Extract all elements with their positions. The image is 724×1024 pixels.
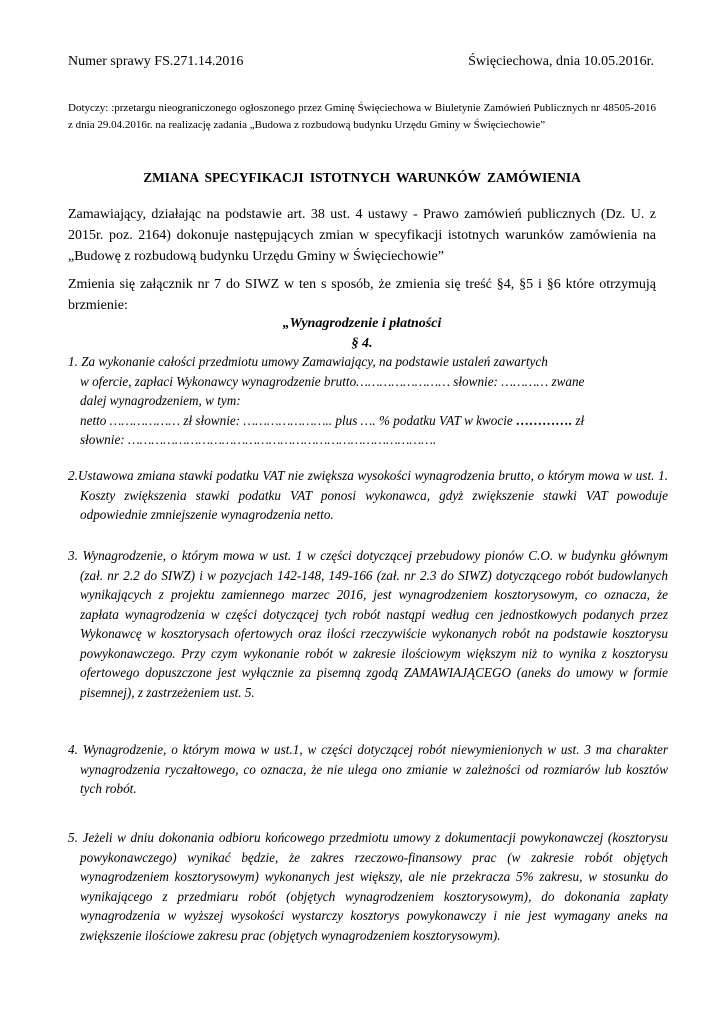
item-1-line-4 bbox=[68, 411, 656, 431]
item-1-line-3: dalej wynagrodzeniem, w tym: bbox=[80, 393, 241, 408]
item-1-line-2: w ofercie, zapłaci Wykonawcy wynagrodzenie brutto…………………… słownie: ………… zwane bbox=[80, 373, 585, 389]
item-1 bbox=[68, 352, 656, 450]
section-title: „Wynagrodzenie i płatności bbox=[282, 316, 442, 331]
change-paragraph: Zmienia się załącznik nr 7 do SIWZ w ten s sposób, że zmienia się treść §4, §5 i §6 które otrzymują brzmienie: bbox=[68, 277, 656, 313]
item-1-line-5: słownie: ……………………………………………………………………. bbox=[80, 432, 437, 447]
item-3: 3. Wynagrodzenie, o którym mowa w ust. 1 w części dotyczącej przebudowy pionów C.O. w budynku głównym (zał. nr 2.2 do SIWZ) i w pozycjach 142-148, 149-166 (zał. nr 2.3 do SIWZ) dotyczącego robót budowlanych wynikających z projektu zamiennego marzec 2016, jest wynagrodzeniem kosztorysowym, co oznacza, że zapłata wynagrodzenia w części dotyczącej tych robót nastąpi według cen jednostkowych podanych przez Wykonawcę w kosztorysach ofertowych oraz ilości rzeczywiście wykonanych robót na podstawie kosztorysu powykonawczego. Przy czym wykonanie robót w zakresie ilościowym większym niż to wynika z kosztorysu ofertowego dopuszczone jest wyłącznie za pisemną zgodą ZAMAWIAJĄCEGO (aneks do umowy w formie pisemnej), z zastrzeżeniem ust. 5. bbox=[68, 548, 668, 700]
document-title: ZMIANA SPECYFIKACJI ISTOTNYCH WARUNKÓW ZAMÓWIENIA bbox=[143, 170, 581, 185]
document-header bbox=[68, 54, 654, 70]
regarding-note: Dotyczy: :przetargu nieograniczonego ogłoszonego przez Gminę Święciechowa w Biuletynie Zamówień Publicznych nr 48505-2016 z dnia 29.04.2016r. na realizację zadania „Budowa z rozbudową budynku Urzędu Gminy w Święciechowie” bbox=[68, 102, 656, 131]
item-1-amount-dots: …………. bbox=[516, 412, 573, 428]
item-5: 5. Jeżeli w dniu dokonania odbioru końcowego przedmiotu umowy z dokumentacji powykonawczej (kosztorysu powykonawczego) wynikać będzie, że zakres rzeczowo-finansowy prac (w zakresie robót objętych wynagrodzeniem kosztorysowym) wykonanych jest większy, ale nie przekracza 5% zakresu, w stosunku do wynikającego z przedmiaru robót (objętych wynagrodzeniem kosztorysowym), do dokonania zapłaty wynagrodzenia w wyższej wysokości wystarczy kosztorys powykonawczy i nie jest wymagany aneks na zwiększenie ilościowe zakresu prac (objętych wynagrodzeniem kosztorysowym). bbox=[68, 830, 668, 943]
section-number: § 4. bbox=[351, 336, 373, 351]
case-number: Numer sprawy FS.271.14.2016 bbox=[68, 54, 244, 69]
item-1-line-4-c: zł bbox=[572, 412, 585, 428]
place-date: Święciechowa, dnia 10.05.2016r. bbox=[468, 54, 654, 69]
item-1-line-1: 1. Za wykonanie całości przedmiotu umowy Zamawiający, na podstawie ustaleń zawartych bbox=[68, 354, 548, 369]
intro-paragraph: Zamawiający, działając na podstawie art. 38 ust. 4 ustawy - Prawo zamówień publicznych (Dz. U. z 2015r. poz. 2164) dokonuje następujących zmian w specyfikacji istotnych warunków zamówienia na „Budowę z rozbudową budynku Urzędu Gminy w Święciechowie” bbox=[68, 207, 656, 264]
item-1-line-4-a: netto ……………… zł słownie: ………………….. plus …. % podatku VAT w kwocie bbox=[80, 412, 517, 428]
item-2: 2.Ustawowa zmiana stawki podatku VAT nie zwiększa wysokości wynagrodzenia brutto, o którym mowa w ust. 1. Koszty zwiększenia stawki podatku VAT ponosi wykonawca, gdyż zwiększenie stawki VAT powoduje odpowiednie zmniejszenie wynagrodzenia netto. bbox=[68, 468, 668, 522]
item-4: 4. Wynagrodzenie, o którym mowa w ust.1, w części dotyczącej robót niewymienionych w ust. 3 ma charakter wynagrodzenia ryczałtowego, co oznacza, że nie ulega ono zmianie w zależności od rozmiarów lub kosztów tych robót. bbox=[68, 742, 668, 796]
